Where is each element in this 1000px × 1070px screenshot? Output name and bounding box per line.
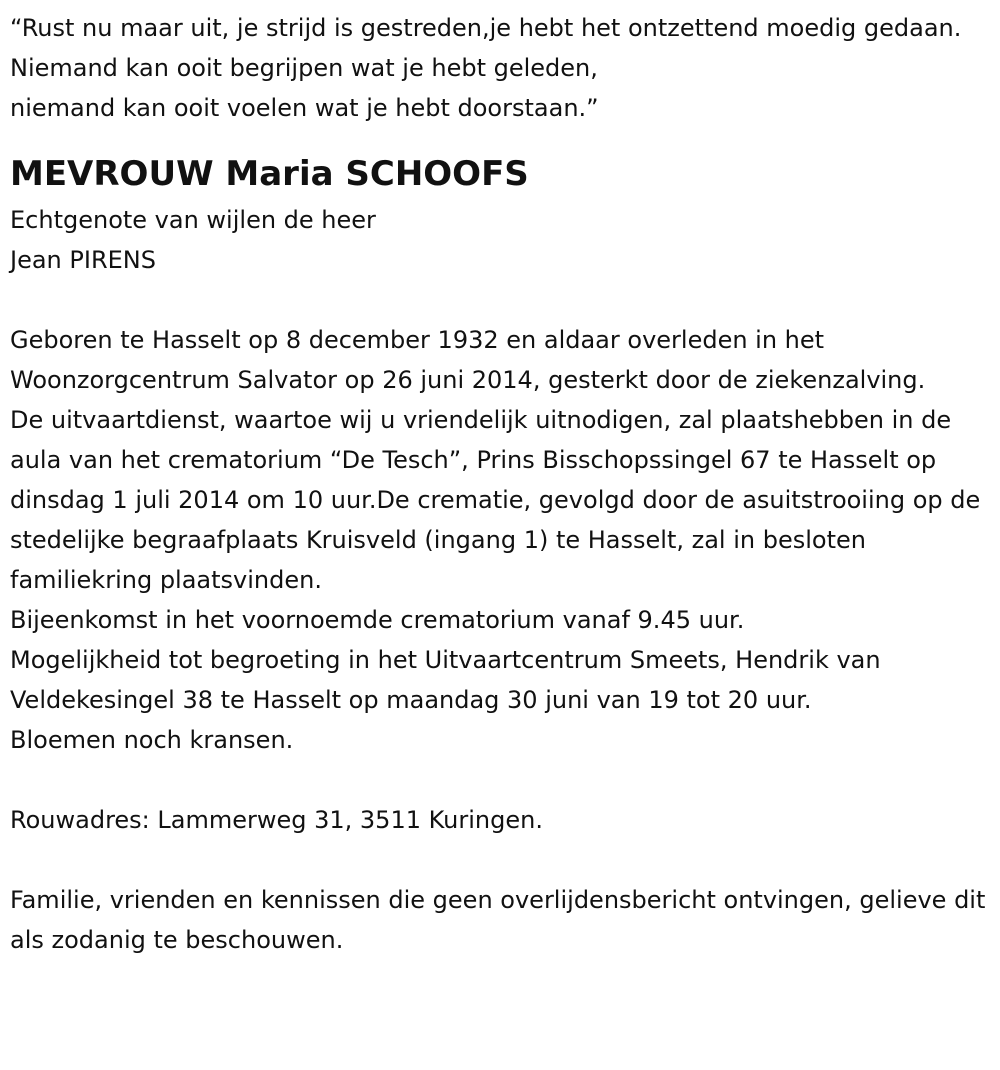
quote-line: niemand kan ooit voelen wat je hebt doorstaan.”	[10, 94, 599, 122]
body-paragraph: Bijeenkomst in het voornoemde crematorium vanaf 9.45 uur.	[10, 606, 745, 634]
mourning-address: Rouwadres: Lammerweg 31, 3511 Kuringen.	[10, 806, 543, 834]
quote-line: “Rust nu maar uit, je strijd is gestreden,je hebt het ontzettend moedig gedaan.	[10, 14, 962, 42]
quote-line: Niemand kan ooit begrijpen wat je hebt geleden,	[10, 54, 598, 82]
body-paragraph: Bloemen noch kransen.	[10, 726, 294, 754]
body-paragraph: De uitvaartdienst, waartoe wij u vriendelijk uitnodigen, zal plaatshebben in de aula van het crematorium “De Tesch”, Prins Bisschopssingel 67 te Hasselt op dinsdag 1 juli 2014 om 10 uur.De crematie, gevolgd door de asuitstrooiing op de stedelijke begraafplaats Kruisveld (ingang 1) te Hasselt, zal in besloten familiekring plaatsvinden.	[10, 406, 981, 594]
deceased-name: MEVROUW Maria SCHOOFS	[10, 154, 529, 194]
body-paragraph: Geboren te Hasselt op 8 december 1932 en aldaar overleden in het Woonzorgcentrum Salvator op 26 juni 2014, gesterkt door de ziekenzalving.	[10, 326, 926, 394]
spouse-line: Echtgenote van wijlen de heer	[10, 206, 376, 234]
spouse-line: Jean PIRENS	[10, 246, 156, 274]
body-paragraph: Mogelijkheid tot begroeting in het Uitvaartcentrum Smeets, Hendrik van Veldekesingel 38 te Hasselt op maandag 30 juni van 19 tot 20 uur.	[10, 646, 881, 714]
closing-note: Familie, vrienden en kennissen die geen overlijdensbericht ontvingen, gelieve dit als zodanig te beschouwen.	[10, 886, 986, 954]
